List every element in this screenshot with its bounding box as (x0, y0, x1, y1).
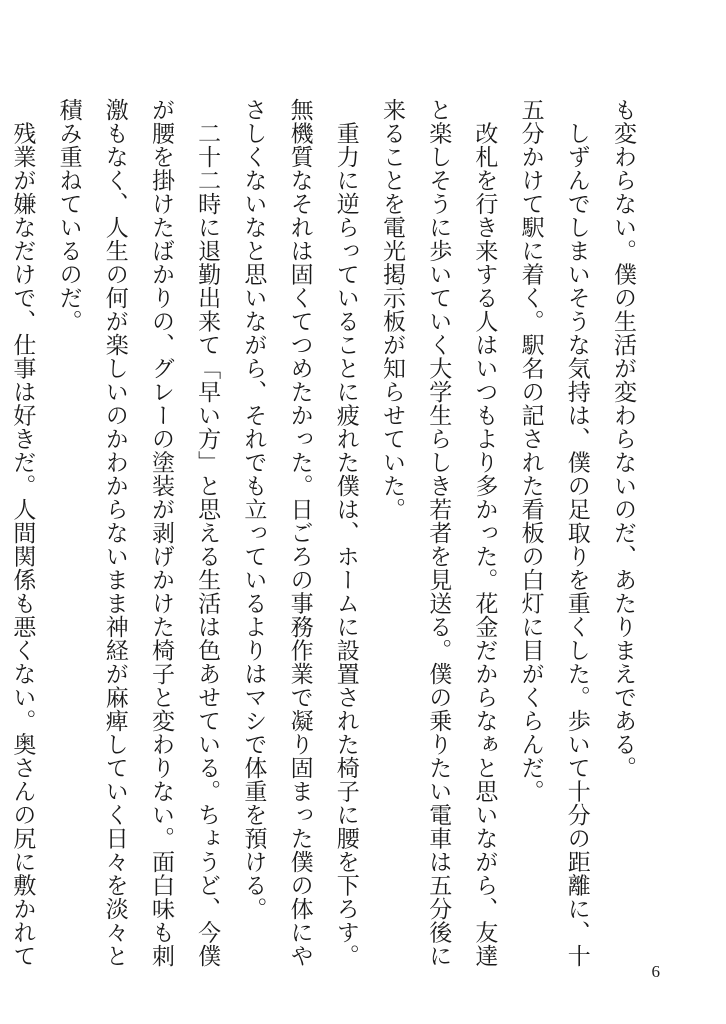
vertical-text-body (9, 98, 646, 978)
paragraph: 重力に逆らっていることに疲れた僕は、ホームに設置された椅子に腰を下ろす。無機質なそれは固くてつめたかった。日ごろの事務作業で凝り固まった僕の体にやさしくないなと思いながら、それでも立っているよりはマシで体重を預ける。 (240, 98, 359, 968)
paragraph: 改札を行き来する人はいつもより多かった。花金だからなぁと思いながら、友達と楽しそうに歩いていく大学生らしき若者を見送る。僕の乗りたい電車は五分後に来ることを電光掲示板が知らせていた。 (378, 98, 498, 968)
paragraph: しずんでしまいそうな気持は、僕の足取りを重くした。歩いて十分の距離に、十五分かけて駅に着く。駅名の記された看板の白灯に目がくらんだ。 (517, 98, 590, 968)
paragraph: 二十二時に退勤出来て「早い方」と思える生活は色あせている。ちょうど、今僕が腰を掛けたばかりの、グレーの塗装が剥げかけた椅子と変わりない。面白味も刺激もなく、人生の何が楽しいのかわからないまま神経が麻痺していく日々を淡々と積み重ねているのだ。 (55, 98, 221, 968)
paragraph: 残業が嫌なだけで、仕事は好きだ。人間関係も悪くない。奥さんの尻に敷かれて (9, 121, 36, 968)
paragraph: も変わらない。僕の生活が変わらないのだ、あたりまえである。 (610, 98, 636, 780)
page-number: 6 (651, 962, 660, 981)
